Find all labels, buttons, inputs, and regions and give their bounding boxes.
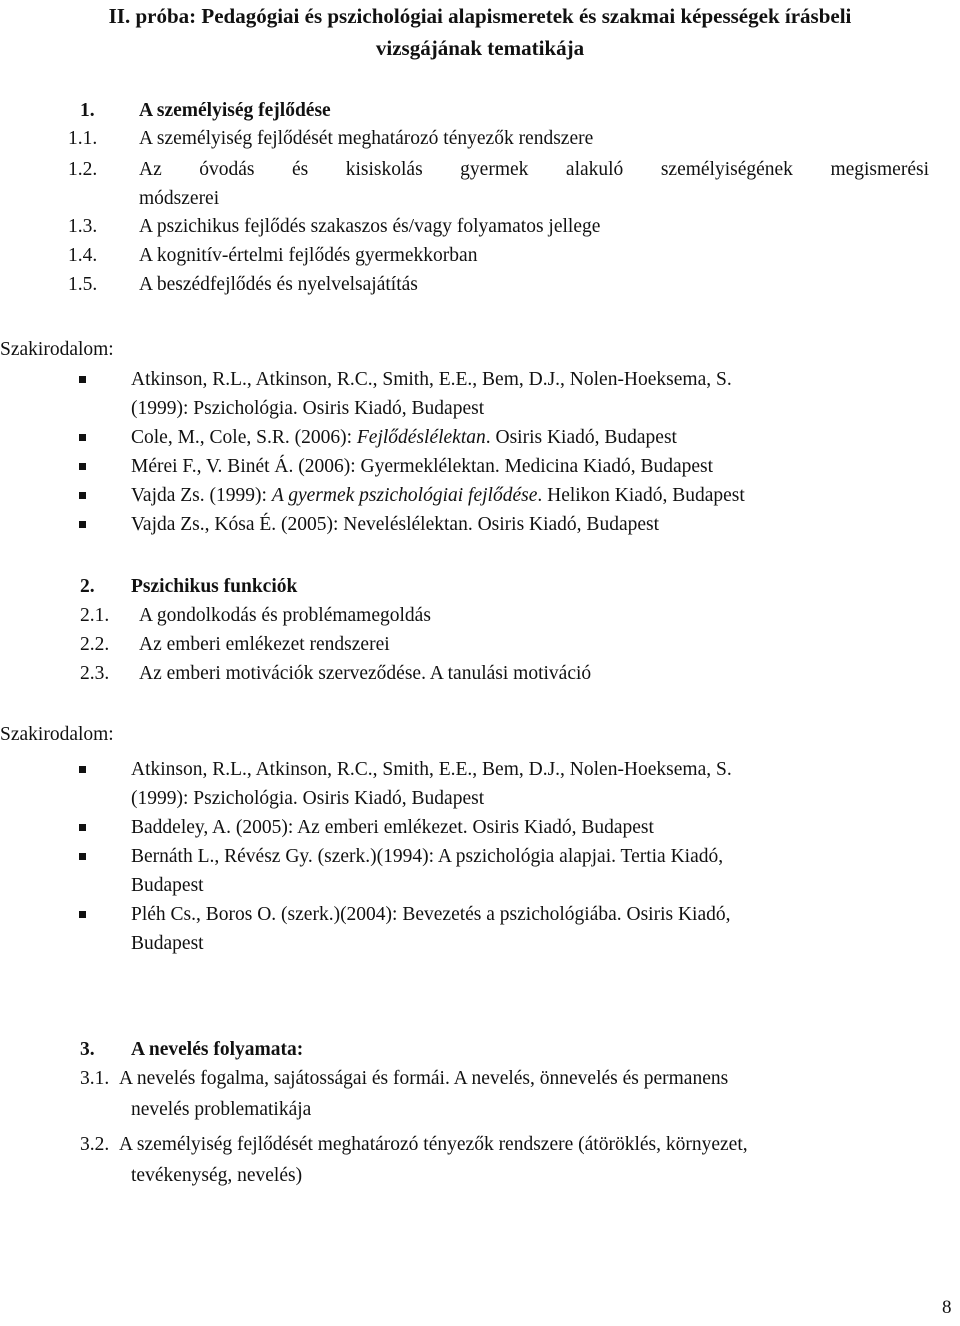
bullet-icon	[79, 376, 86, 383]
item-3-2-number: 3.2.	[80, 1134, 110, 1155]
item-1-1-text: A személyiség fejlődését meghatározó tényezők rendszere	[139, 128, 594, 149]
item-1-2-text-cont: módszerei	[139, 188, 220, 209]
reference-2-3-cont: Budapest	[131, 875, 204, 896]
item-2-2-number: 2.2.	[80, 634, 110, 655]
bullet-icon	[79, 853, 86, 860]
reference-1-1-cont: (1999): Pszichológia. Osiris Kiadó, Budapest	[131, 398, 485, 419]
reference-1-1: Atkinson, R.L., Atkinson, R.C., Smith, E.E., Bem, D.J., Nolen-Hoeksema, S.	[131, 369, 732, 390]
section-3-heading: A nevelés folyamata:	[131, 1039, 304, 1060]
section-2-heading: Pszichikus funkciók	[131, 576, 298, 597]
item-3-2-text: A személyiség fejlődését meghatározó tényezők rendszere (átöröklés, környezet,	[119, 1134, 748, 1155]
section-3-number: 3.	[80, 1039, 95, 1060]
reference-1-4-title: A gyermek pszichológiai fejlődése	[271, 485, 538, 506]
reference-1-2-publisher: . Osiris Kiadó, Budapest	[485, 427, 677, 448]
bullet-icon	[79, 824, 86, 831]
item-2-3-text: Az emberi motivációk szerveződése. A tanulási motiváció	[139, 663, 592, 684]
item-3-1-text-cont: nevelés problematikája	[131, 1099, 312, 1120]
reference-1-4	[131, 481, 745, 510]
reference-2-4: Pléh Cs., Boros O. (szerk.)(2004): Bevezetés a pszichológiába. Osiris Kiadó,	[131, 904, 731, 925]
reference-2-2: Baddeley, A. (2005): Az emberi emlékezet. Osiris Kiadó, Budapest	[131, 817, 654, 838]
reference-1-4-publisher: . Helikon Kiadó, Budapest	[537, 485, 745, 506]
reference-1-3: Mérei F., V. Binét Á. (2006): Gyermeklélektan. Medicina Kiadó, Budapest	[131, 456, 714, 477]
bullet-icon	[79, 492, 86, 499]
item-1-3-number: 1.3.	[68, 216, 98, 237]
bullet-icon	[79, 911, 86, 918]
bullet-icon	[79, 521, 86, 528]
section-1-heading: A személyiség fejlődése	[139, 100, 331, 121]
page-number: 8	[942, 1297, 952, 1318]
item-2-1-text: A gondolkodás és problémamegoldás	[139, 605, 431, 626]
item-1-2-number: 1.2.	[68, 159, 98, 180]
item-3-2-text-cont: tevékenység, nevelés)	[131, 1165, 303, 1186]
item-3-1-number: 3.1.	[80, 1068, 110, 1089]
document-title	[0, 0, 960, 64]
item-3-1-text: A nevelés fogalma, sajátosságai és formái. A nevelés, önnevelés és permanens	[119, 1068, 729, 1089]
bullet-icon	[79, 434, 86, 441]
title-line-2: vizsgájának tematikája	[375, 36, 585, 60]
reference-2-3: Bernáth L., Révész Gy. (szerk.)(1994): A pszichológia alapjai. Tertia Kiadó,	[131, 846, 724, 867]
reference-1-4-authors: Vajda Zs. (1999):	[131, 485, 272, 506]
item-1-3-text: A pszichikus fejlődés szakaszos és/vagy folyamatos jellege	[139, 216, 601, 237]
reference-2-1-cont: (1999): Pszichológia. Osiris Kiadó, Budapest	[131, 788, 485, 809]
section-2-number: 2.	[80, 576, 95, 597]
section-1-literature-label: Szakirodalom:	[0, 339, 114, 360]
item-1-4-text: A kognitív-értelmi fejlődés gyermekkorban	[139, 245, 478, 266]
section-1-number: 1.	[80, 100, 95, 121]
title-line-1: II. próba: Pedagógiai és pszichológiai alapismeretek és szakmai képességek írásbeli	[108, 4, 852, 28]
reference-2-4-cont: Budapest	[131, 933, 204, 954]
bullet-icon	[79, 463, 86, 470]
item-1-1-number: 1.1.	[68, 128, 98, 149]
item-1-4-number: 1.4.	[68, 245, 98, 266]
section-2-literature-label: Szakirodalom:	[0, 724, 114, 745]
reference-2-1: Atkinson, R.L., Atkinson, R.C., Smith, E.E., Bem, D.J., Nolen-Hoeksema, S.	[131, 759, 732, 780]
item-2-2-text: Az emberi emlékezet rendszerei	[139, 634, 390, 655]
item-2-1-number: 2.1.	[80, 605, 110, 626]
bullet-icon	[79, 766, 86, 773]
item-2-3-number: 2.3.	[80, 663, 110, 684]
item-1-2-text: Az óvodás és kisiskolás gyermek alakuló személyiségének megismerési	[139, 159, 929, 180]
reference-1-5: Vajda Zs., Kósa É. (2005): Neveléslélektan. Osiris Kiadó, Budapest	[131, 514, 660, 535]
item-1-5-number: 1.5.	[68, 274, 98, 295]
item-1-5-text: A beszédfejlődés és nyelvelsajátítás	[139, 274, 418, 295]
reference-1-2	[131, 423, 677, 452]
reference-1-2-title: Fejlődéslélektan	[356, 427, 486, 448]
reference-1-2-authors: Cole, M., Cole, S.R. (2006):	[131, 427, 357, 448]
